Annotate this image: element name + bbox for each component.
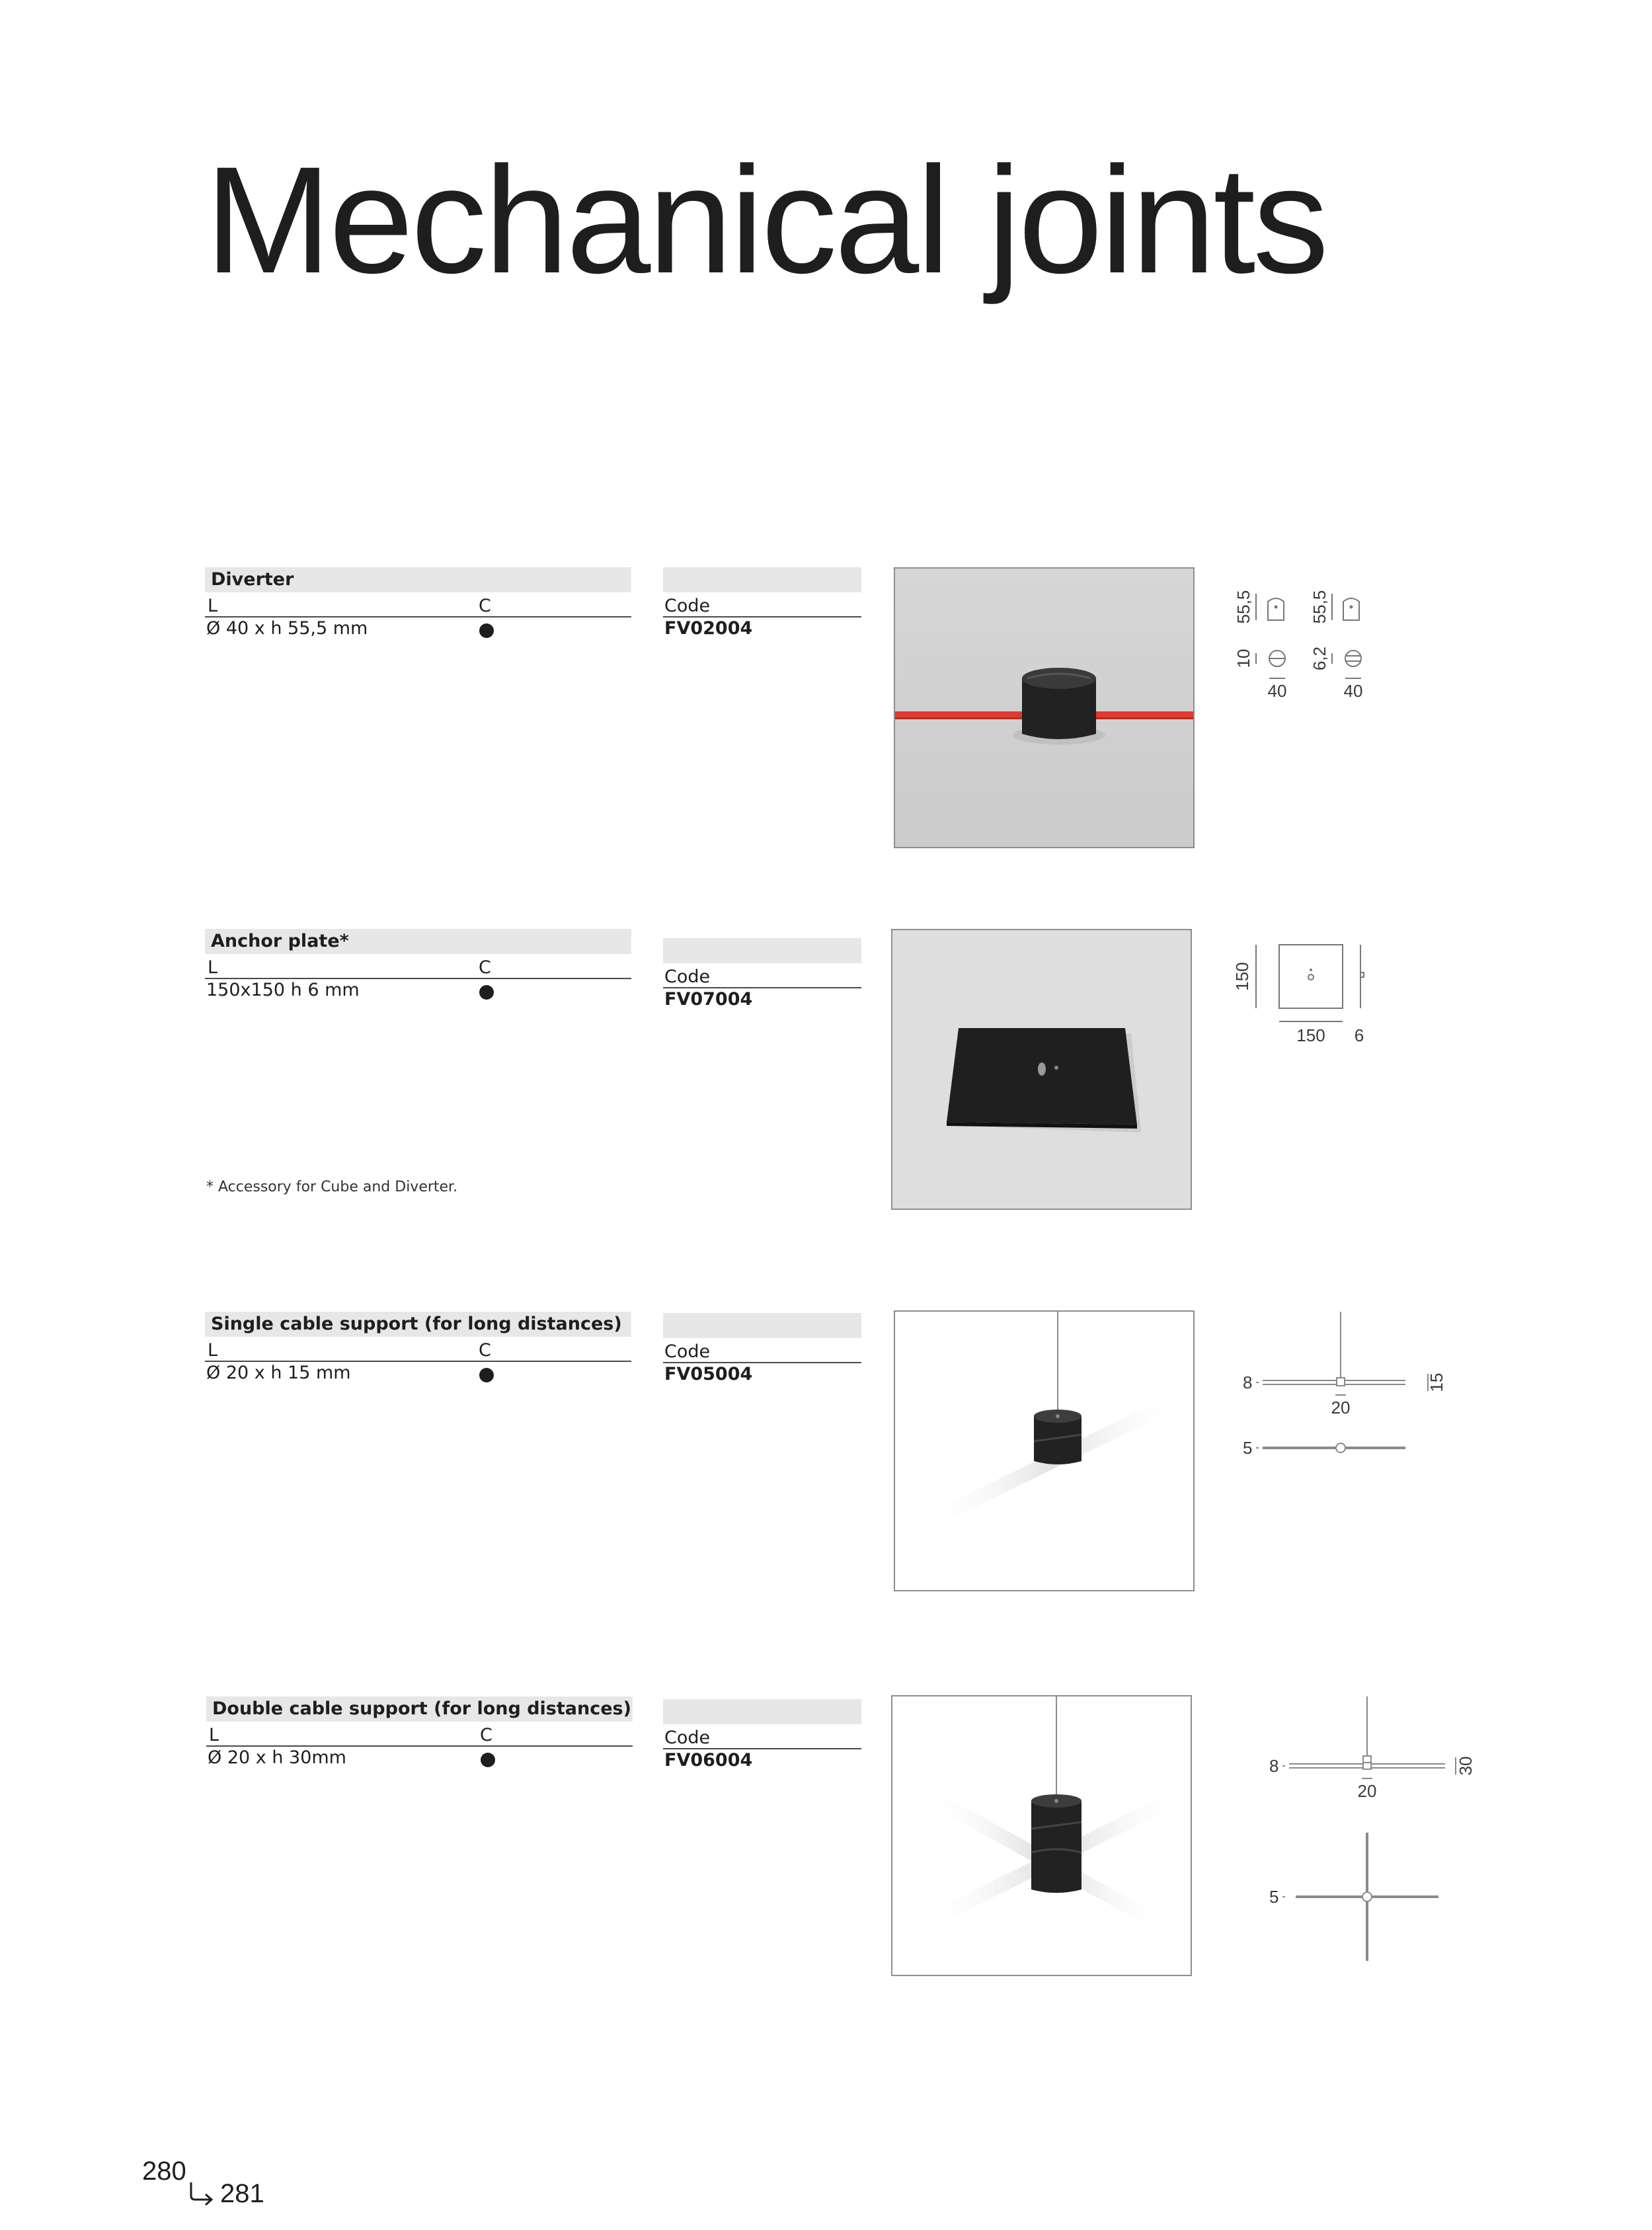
black-color-dot-icon xyxy=(481,1753,495,1767)
color-header: C xyxy=(479,957,491,978)
next-page-number: 281 xyxy=(220,2179,264,2208)
code-table xyxy=(663,567,861,640)
color-header: C xyxy=(479,1340,491,1361)
product-anchor-plate xyxy=(0,929,1652,1220)
length-header: L xyxy=(208,596,218,616)
dim-d: 5 xyxy=(1243,1438,1253,1458)
black-color-dot-icon xyxy=(479,985,494,1000)
code-header: Code xyxy=(663,1338,861,1363)
code-table xyxy=(663,938,861,1011)
product-double-cable-support xyxy=(0,1696,1652,1987)
length-header: L xyxy=(208,1340,218,1361)
product-diverter xyxy=(0,567,1652,858)
spec-table xyxy=(205,1312,631,1386)
product-name: Double cable support (for long distances) xyxy=(206,1696,633,1722)
length-value: Ø 20 x h 15 mm xyxy=(206,1363,351,1383)
black-color-dot-icon xyxy=(479,623,494,638)
dim-b: 30 xyxy=(1456,1756,1475,1776)
spec-row xyxy=(205,979,631,1003)
dim-depth-1: 10 xyxy=(1234,649,1253,668)
diverter-dimensions xyxy=(1230,567,1507,858)
next-page-link[interactable] xyxy=(188,2179,264,2209)
spec-header xyxy=(205,954,631,979)
length-value: Ø 40 x h 55,5 mm xyxy=(206,618,368,639)
code-bar xyxy=(663,567,861,592)
double-cable-support-photo xyxy=(891,1695,1192,1976)
code-bar xyxy=(663,1313,861,1338)
code-header: Code xyxy=(663,592,861,617)
dim-c: 20 xyxy=(1357,1781,1377,1801)
dim-width: 150 xyxy=(1296,1025,1325,1045)
length-value: Ø 20 x h 30mm xyxy=(208,1747,346,1768)
spec-table xyxy=(206,1696,633,1771)
product-name: Diverter xyxy=(205,567,631,592)
color-header: C xyxy=(480,1725,492,1745)
code-bar xyxy=(663,1699,861,1724)
single-cable-support-dimensions xyxy=(1230,1312,1507,1603)
dim-a: 8 xyxy=(1243,1373,1253,1392)
spec-row xyxy=(205,1362,631,1386)
code-header: Code xyxy=(663,1724,861,1749)
dim-d: 5 xyxy=(1269,1887,1279,1907)
code-header: Code xyxy=(663,963,861,988)
spec-row xyxy=(206,1747,633,1771)
length-header: L xyxy=(208,957,218,978)
product-code: FV07004 xyxy=(664,989,753,1010)
length-header: L xyxy=(209,1725,219,1745)
dim-depth-2: 6,2 xyxy=(1310,646,1329,671)
length-value: 150x150 h 6 mm xyxy=(206,980,360,1000)
anchor-plate-photo xyxy=(891,929,1192,1210)
color-header: C xyxy=(479,596,491,616)
return-arrow-icon xyxy=(188,2181,217,2208)
single-cable-support-photo xyxy=(894,1310,1195,1591)
double-cable-support-dimensions xyxy=(1230,1696,1507,1987)
spec-header xyxy=(205,592,631,617)
footnote: * Accessory for Cube and Diverter. xyxy=(206,1179,458,1195)
dim-height: 150 xyxy=(1232,962,1252,991)
spec-row xyxy=(205,617,631,641)
dim-height-1: 55,5 xyxy=(1234,590,1253,624)
spec-table xyxy=(205,567,631,641)
product-code: FV06004 xyxy=(664,1750,753,1771)
product-code: FV02004 xyxy=(664,618,753,639)
code-table xyxy=(663,1313,861,1386)
product-name: Anchor plate* xyxy=(205,929,631,954)
dim-b: 15 xyxy=(1427,1373,1446,1392)
dim-c: 20 xyxy=(1331,1398,1351,1417)
black-color-dot-icon xyxy=(479,1368,494,1382)
product-name: Single cable support (for long distances) xyxy=(205,1312,631,1337)
product-single-cable-support xyxy=(0,1312,1652,1603)
dim-thickness: 6 xyxy=(1354,1025,1364,1045)
page-number: 280 xyxy=(142,2157,186,2186)
diverter-photo xyxy=(894,567,1195,848)
anchor-plate-dimensions xyxy=(1230,929,1507,1220)
code-table xyxy=(663,1699,861,1772)
code-bar xyxy=(663,938,861,963)
dim-width-1: 40 xyxy=(1267,681,1287,701)
dim-height-2: 55,5 xyxy=(1310,590,1329,624)
page-title: Mechanical joints xyxy=(205,135,1327,305)
dim-width-2: 40 xyxy=(1343,681,1363,701)
spec-header xyxy=(206,1722,633,1747)
spec-table xyxy=(205,929,631,1003)
dim-a: 8 xyxy=(1269,1756,1279,1776)
product-code: FV05004 xyxy=(664,1364,753,1384)
spec-header xyxy=(205,1337,631,1362)
